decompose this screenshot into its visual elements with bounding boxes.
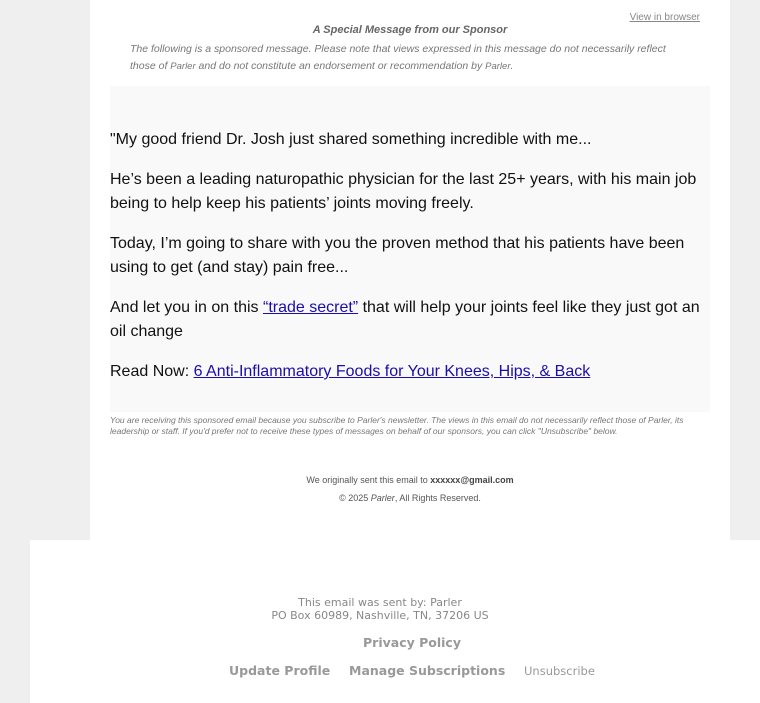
sponsor-message-box	[110, 86, 710, 412]
message-paragraph: Today, I’m going to share with you the proven method that his patients have been using to get (and stay) pain free...	[110, 235, 685, 276]
disclaimer-text: .	[510, 60, 514, 72]
message-paragraph: "My good friend Dr. Josh just shared something incredible with me...	[110, 131, 592, 148]
privacy-policy-link[interactable]: Privacy Policy	[363, 635, 461, 650]
email-footer	[30, 540, 760, 703]
manage-subscriptions-link[interactable]: Manage Subscriptions	[349, 663, 506, 678]
message-text: And let you in on this	[110, 299, 263, 316]
message-text: that will help your joints feel like they just got an oil change	[110, 299, 700, 340]
sent-to-line	[90, 475, 730, 485]
email-card	[90, 0, 730, 540]
trade-secret-link[interactable]: “trade secret”	[262, 299, 359, 316]
message-paragraph	[110, 296, 710, 344]
recipient-email: xxxxxx@gmail.com	[430, 475, 514, 485]
view-in-browser-link[interactable]: View in browser	[629, 12, 700, 23]
disclaimer-brand: Parler	[485, 61, 511, 72]
copyright-brand: Parler	[370, 493, 395, 503]
unsubscribe-link[interactable]: Unsubscribe	[524, 664, 595, 678]
read-now-line	[110, 360, 710, 384]
read-now-label: Read Now:	[110, 363, 194, 380]
subscription-disclaimer: You are receiving this sponsored email because you subscribe to Parler's newsletter. The views in this email do not necessarily reflect those of Parler, its leadership or staff. If you'd prefer not to receive these types of messages on behalf of our sponsors, you can click "Unsubscribe" below.	[110, 415, 684, 436]
copyright-prefix: © 2025	[339, 493, 371, 503]
message-paragraph: He’s been a leading naturopathic physician for the last 25+ years, with his main job being to help keep his patients’ joints moving freely.	[110, 171, 697, 212]
sent-by-line: This email was sent by: Parler	[298, 596, 462, 609]
copyright-suffix: , All Rights Reserved.	[394, 493, 481, 503]
update-profile-link[interactable]: Update Profile	[229, 663, 331, 678]
disclaimer-brand: Parler	[170, 61, 196, 72]
address-line: PO Box 60989, Nashville, TN, 37206 US	[271, 609, 489, 622]
disclaimer-text: and do not constitute an endorsement or recommendation by	[195, 60, 486, 72]
sent-to-prefix: We originally sent this email to	[306, 475, 431, 485]
disclaimer-text: The following is a sponsored message. Please note that views expressed in this message do not necessarily reflect those of	[130, 43, 666, 72]
copyright-line	[90, 493, 730, 503]
read-now-link[interactable]: 6 Anti-Inflammatory Foods for Your Knees, Hips, & Back	[193, 363, 591, 380]
sponsor-disclaimer	[130, 41, 690, 75]
sponsor-title: A Special Message from our Sponsor	[312, 24, 508, 36]
